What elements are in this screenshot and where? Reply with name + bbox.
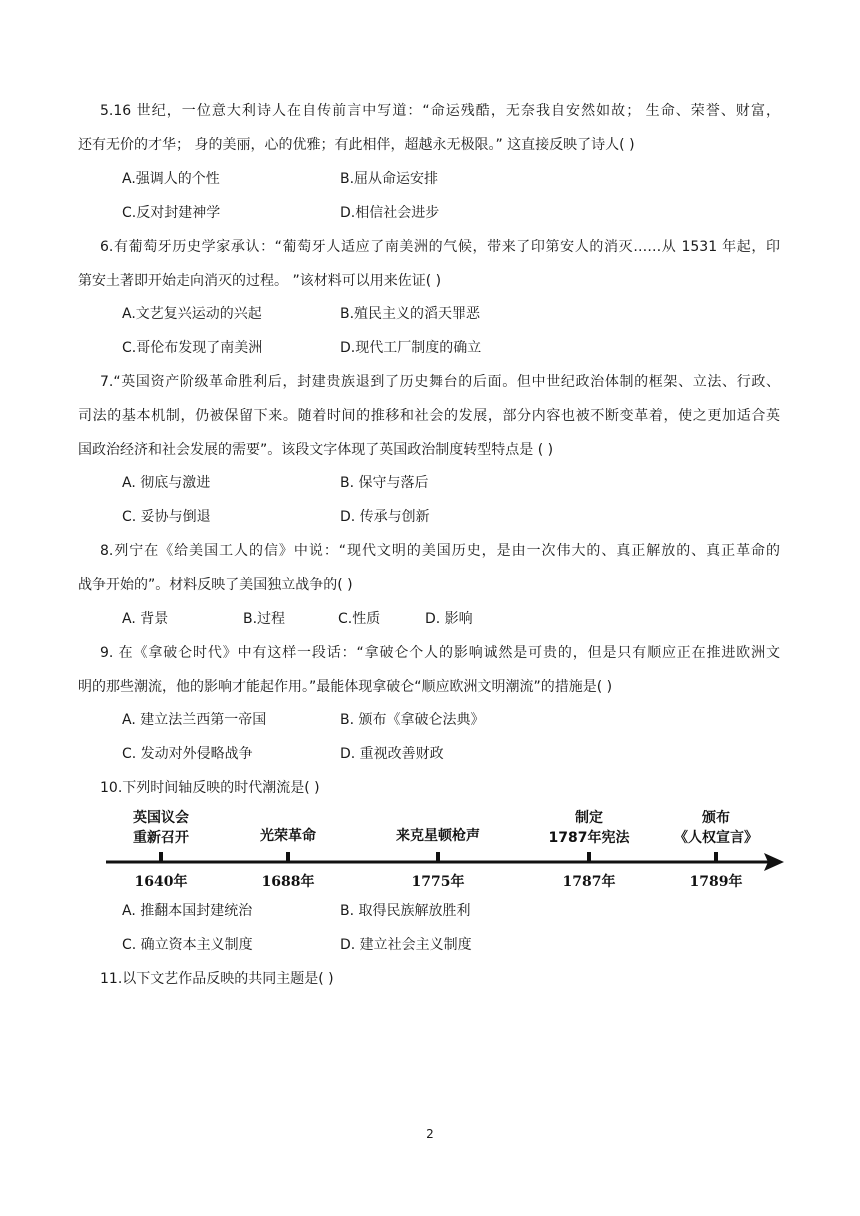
question-10-line-1: 10.下列时间轴反映的时代潮流是( ) [100, 780, 320, 796]
timeline-label-1640-line-1: 英国议会 [133, 810, 189, 826]
question-10-option-d[interactable]: D. 建立社会主义制度 [340, 937, 472, 953]
question-10-option-a[interactable]: A. 推翻本国封建统治 [122, 903, 253, 919]
timeline-label-1688: 光荣革命 [260, 828, 316, 844]
question-7-option-a[interactable]: A. 彻底与激进 [122, 475, 211, 491]
question-8-line-1: 8.列宁在《给美国工人的信》中说：“现代文明的美国历史，是由一次伟大的、真正解放的、真正革命的 [100, 543, 780, 559]
question-8-option-a[interactable]: A. 背景 [122, 611, 169, 627]
question-7-option-c[interactable]: C. 妥协与倒退 [122, 509, 211, 525]
question-5-option-d[interactable]: D.相信社会进步 [340, 205, 440, 221]
timeline-event-1787 [549, 809, 631, 890]
timeline-event-1688 [260, 827, 316, 890]
timeline-figure [100, 800, 790, 896]
timeline-year-1789: 1789年 [689, 874, 743, 890]
timeline-year-1640: 1640年 [134, 874, 188, 890]
question-11-line-1: 11.以下文艺作品反映的共同主题是( ) [100, 971, 334, 987]
timeline-label-1787-line-1: 制定 [575, 810, 603, 826]
question-10-option-c[interactable]: C. 确立资本主义制度 [122, 937, 253, 953]
question-9-line-1: 9. 在《拿破仑时代》中有这样一段话：“拿破仑个人的影响诚然是可贵的，但是只有顺应正在推进欧洲文 [100, 645, 780, 661]
timeline-label-1775: 来克星顿枪声 [396, 828, 480, 844]
question-9-option-a[interactable]: A. 建立法兰西第一帝国 [122, 712, 267, 728]
question-5-line-2: 还有无价的才华； 身的美丽，心的优雅；有此相伴，超越永无极限。” 这直接反映了诗人( ) [78, 137, 635, 153]
question-8-option-d[interactable]: D. 影响 [425, 611, 473, 627]
question-7-option-d[interactable]: D. 传承与创新 [340, 509, 430, 525]
timeline-event-1640 [133, 809, 189, 890]
question-5-option-a[interactable]: A.强调人的个性 [122, 171, 220, 187]
question-6-line-1: 6.有葡萄牙历史学家承认：“葡萄牙人适应了南美洲的气候，带来了印第安人的消灭……从 1531 年起，印 [100, 239, 780, 255]
timeline-year-1775: 1775年 [411, 874, 465, 890]
timeline-year-1787: 1787年 [562, 874, 616, 890]
timeline-label-1789-line-1: 颁布 [702, 810, 730, 826]
question-9-line-2: 明的那些潮流，他的影响才能起作用。”最能体现拿破仑“顺应欧洲文明潮流”的措施是( ) [78, 679, 613, 695]
question-6-option-b[interactable]: B.殖民主义的滔天罪恶 [340, 306, 481, 322]
question-7-line-1: 7.“英国资产阶级革命胜利后，封建贵族退到了历史舞台的后面。但中世纪政治体制的框架、立法、行政、 [100, 374, 780, 390]
timeline-event-1789 [674, 809, 758, 890]
question-6-line-2: 第安土著即开始走向消灭的过程。 ”该材料可以用来佐证( ) [78, 273, 442, 289]
timeline-label-1787-line-2: 1787年宪法 [548, 830, 630, 846]
question-6-option-d[interactable]: D.现代工厂制度的确立 [340, 340, 482, 356]
question-8-option-c[interactable]: C.性质 [338, 611, 381, 627]
timeline-year-1688: 1688年 [261, 874, 315, 890]
question-9-option-d[interactable]: D. 重视改善财政 [340, 746, 444, 762]
question-9-option-c[interactable]: C. 发动对外侵略战争 [122, 746, 253, 762]
question-5-option-b[interactable]: B.屈从命运安排 [340, 171, 439, 187]
question-6-option-a[interactable]: A.文艺复兴运动的兴起 [122, 306, 262, 322]
question-7-line-2: 司法的基本机制，仍被保留下来。随着时间的推移和社会的发展，部分内容也被不断变革着，使之更加适合英 [78, 408, 780, 424]
timeline-label-1789-line-2: 《人权宣言》 [674, 830, 758, 846]
question-5-option-c[interactable]: C.反对封建神学 [122, 205, 221, 221]
question-10-option-b[interactable]: B. 取得民族解放胜利 [340, 903, 471, 919]
page-number: 2 [426, 1127, 434, 1141]
question-8-line-2: 战争开始的”。材料反映了美国独立战争的( ) [78, 577, 353, 593]
question-6-option-c[interactable]: C.哥伦布发现了南美洲 [122, 340, 263, 356]
timeline-event-1775 [396, 827, 480, 890]
question-7-line-3: 国政治经济和社会发展的需要”。该段文字体现了英国政治制度转型特点是 ( ) [78, 442, 554, 458]
timeline-label-1640-line-2: 重新召开 [133, 830, 189, 846]
question-5-line-1: 5.16 世纪，一位意大利诗人在自传前言中写道：“命运残酷，无奈我自安然如故； 生命、荣誉、财富， [100, 103, 780, 119]
question-9-option-b[interactable]: B. 颁布《拿破仑法典》 [340, 712, 485, 728]
question-7-option-b[interactable]: B. 保守与落后 [340, 475, 429, 491]
question-8-option-b[interactable]: B.过程 [243, 611, 286, 627]
